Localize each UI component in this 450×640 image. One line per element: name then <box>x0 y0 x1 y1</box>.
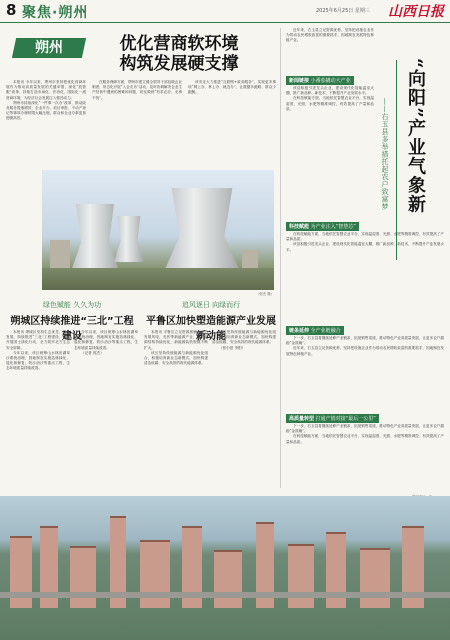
story3-heading: 追风逐日 向绿而行 平鲁区加快塑造能源产业发展新动能 <box>146 301 276 342</box>
power-plant-photo <box>42 170 274 290</box>
city-aerial-photo <box>0 496 450 640</box>
right-column-c: 下一步，右玉县将继续延伸产业链条，拓宽销售渠道，推动特色产业高质量发展，让更多农户端稳“金饭碗”。 近年来，右玉县立足资源优势，坚持把设施农业作为带动农民增收致富的重要抓手，因地制宜发展特色种植产业。 <box>286 336 444 356</box>
headline-rule <box>396 60 397 260</box>
tag-chain: 链条延伸 全产业链融合 <box>286 326 344 335</box>
story2-column-1: 本报讯 朔城区坚持生态优先、绿色发展，持续推进“三北”工程建设，科学开展国土绿化行动，全力筑牢北方生态安全屏障。 今年以来，该区统筹山水林田湖草沙系统治理，因地制宜实施造林绿化、退化林修复、防沙治沙等重点工程，生态环境质量持续改善。 <box>6 330 70 371</box>
story2-column-2: 今年以来，该区统筹山水林田湖草沙系统治理，因地制宜实施造林绿化、退化林修复、防沙治沙等重点工程，生态环境质量持续改善。 （记者 郭杰） <box>74 330 138 355</box>
column-divider <box>280 28 281 488</box>
lead-kicker: 朔州 <box>12 38 86 58</box>
lead-column-1: 本报讯 今年以来，朔州市坚持把优化营商环境作为推动高质量发展的关键举措，深化“放管服”改革，持续打造市场化、法治化、国际化一流营商环境，为经济社会发展注入强劲动力。 朔州市持续深化“一件事一次办”改革，推动政务服务提速增效，企业开办、项目审批、不动产登记等事项办理时限大幅压缩，群众和企业办事更加便捷高效。 <box>6 80 86 121</box>
story3-column-2: 该区坚持传统能源与新能源优化组合，积极培育新业态新模式，加快构建清洁低碳、安全高效的现代能源体系。 （张小爱 李阳） <box>212 330 276 350</box>
story3-column-1: 本报讯 平鲁区立足资源禀赋，大力发展风电、光伏等新能源产业，推动能源结构持续优化，新能源装机规模不断扩大。 该区坚持传统能源与新能源优化组合，积极培育新业态新模式，加快构建清洁低碳、安全高效的现代能源体系。 <box>144 330 208 366</box>
right-column-d: 下一步，右玉县将继续延伸产业链条，拓宽销售渠道，推动特色产业高质量发展，让更多农户端稳“金饭碗”。 在科技赋能方面，当地依托智慧农业平台，实现温湿度、光照、水肥等精准调控，有效提高了产量和品质。 <box>286 424 444 444</box>
right-column-a: 该县积极引进龙头企业，建设现代化智能温室大棚，推广新品种、新技术，不断提升产业发展水平。 在科技赋能方面，当地依托智慧农业平台，实现温湿度、光照、水肥等精准调控，有效提高了产量和品质。 <box>286 86 374 111</box>
masthead-logo: 山西日报 <box>388 4 444 20</box>
right-subheadline: ——右玉县多举措托起农户致富梦 <box>381 98 389 211</box>
right-intro: 近年来，右玉县立足资源优势，坚持把设施农业作为带动农民增收致富的重要抓手，因地制宜发展特色种植产业。 <box>286 28 374 43</box>
right-headline: “向阳”产业气象新 <box>405 58 426 214</box>
publication-date: 2025年6月25日 星期三 <box>316 8 370 14</box>
lead-headline: 优化营商软环境 构筑发展硬支撑 <box>119 34 239 74</box>
tag-transform: 高质量转型 打通产销对接“最后一公里” <box>286 414 379 423</box>
photo-caption: （郭杰 摄） <box>255 292 274 296</box>
tag-news-link: 新闻链接 小番茄撬动大产业 <box>286 76 354 85</box>
section-title: 聚焦·朔州 <box>22 5 89 21</box>
lead-column-2: 在服务保障方面，朔州市建立健全领导干部包联企业制度，常态化开展“入企走访”活动，及时协调解决企业生产经营中遇到的困难和问题，切实做到“有求必应、无事不扰”。 <box>92 80 182 100</box>
right-column-b: 在科技赋能方面，当地依托智慧农业平台，实现温湿度、光照、水肥等精准调控，有效提高了产量和品质。 该县积极引进龙头企业，建设现代化智能温室大棚，推广新品种、新技术，不断提升产业发展水平。 <box>286 232 444 252</box>
page-header <box>0 0 450 23</box>
story2-heading: 绿色赋能 久久为功 朔城区持续推进“三北”工程建设 <box>10 301 134 342</box>
tag-tech: 科技赋能 为产业注入“智慧芯” <box>286 222 359 231</box>
lead-column-3: 该市还大力推进“互联网+政务服务”，实现更多事项“网上办、掌上办、就近办”，让数据多跑路、群众少跑腿。 <box>188 80 276 95</box>
page-number: 8 <box>6 1 17 19</box>
